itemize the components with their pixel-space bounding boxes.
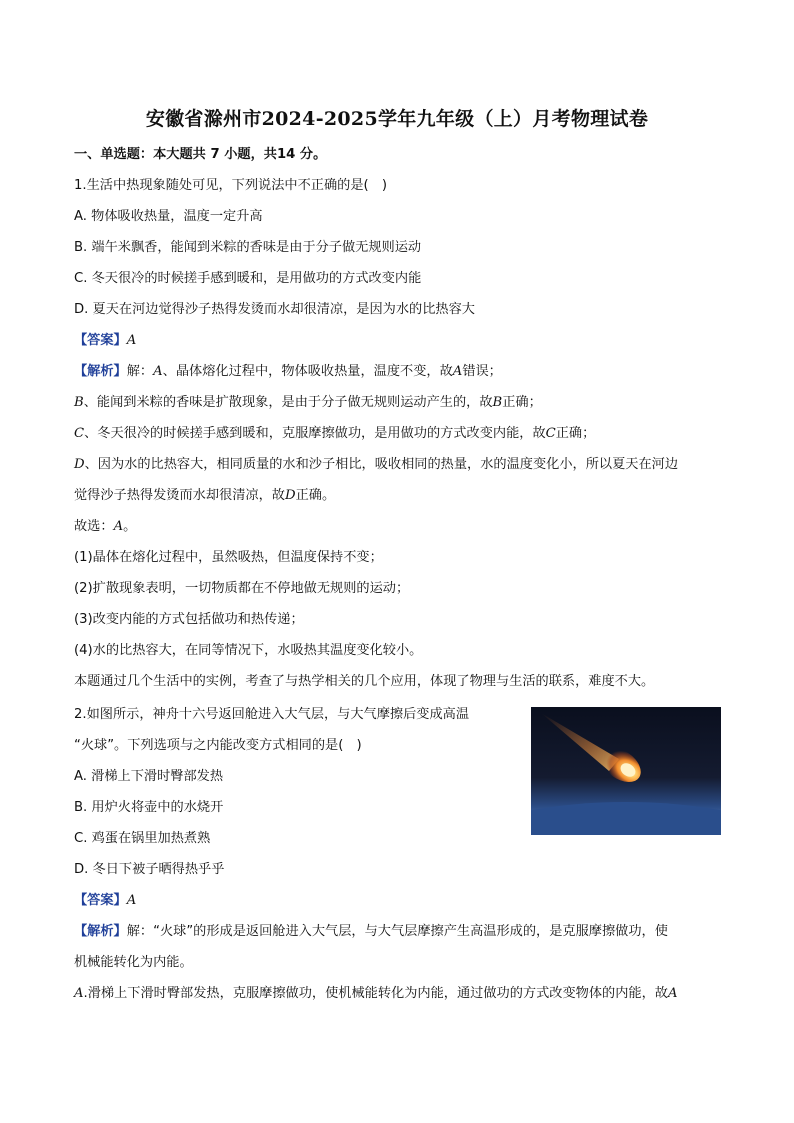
letter: B <box>74 395 84 410</box>
q2-analysis-line1 <box>74 923 668 941</box>
q1-answer <box>74 332 136 350</box>
analysis-intro: 解： <box>126 364 154 379</box>
letter: C <box>545 426 556 441</box>
q2-analysis-line3 <box>74 985 678 1003</box>
q2-option-d: D. 冬日下被子晒得热乎乎 <box>74 862 225 877</box>
letter: D <box>74 457 85 472</box>
q1-point-2: (2)扩散现象表明，一切物质都在不停地做无规则的运动； <box>74 581 410 596</box>
analysis-text: 、冬天很冷的时候搓手感到暖和，克服摩擦做功，是用做功的方式改变内能，故 <box>84 426 546 441</box>
page-title: 安徽省滁州市2024-2025学年九年级（上）月考物理试卷 <box>145 108 649 130</box>
analysis-text: 解：“火球”的形成是返回舱进入大气层，与大气层摩擦产生高温形成的，是克服摩擦做功，使 <box>126 924 668 939</box>
analysis-end: 正确； <box>555 426 596 441</box>
analysis-tag: 【解析】 <box>74 364 127 379</box>
q2-analysis-line2: 机械能转化为内能。 <box>74 955 193 970</box>
q1-choice <box>74 518 136 536</box>
analysis-text: 觉得沙子热得发烫而水却很清凉，故 <box>74 488 285 503</box>
analysis-end: 正确。 <box>295 488 336 503</box>
letter: A <box>667 986 678 1001</box>
fireball-image <box>531 707 721 835</box>
q2-stem-line1: 2.如图所示，神舟十六号返回舱进入大气层，与大气摩擦后变成高温 <box>74 707 470 722</box>
q1-point-3: (3)改变内能的方式包括做功和热传递； <box>74 612 304 627</box>
analysis-text: 、因为水的比热容大，相同质量的水和沙子相比，吸收相同的热量，水的温度变化小，所以夏天在河边 <box>84 457 679 472</box>
analysis-end: 正确； <box>502 395 542 410</box>
q2-option-c: C. 鸡蛋在锅里加热煮熟 <box>74 831 211 846</box>
letter: A <box>153 364 163 379</box>
letter: A <box>452 364 463 379</box>
letter: D <box>285 488 296 503</box>
q1-option-a: A. 物体吸收热量，温度一定升高 <box>74 209 263 224</box>
q1-option-c: C. 冬天很冷的时候搓手感到暖和，是用做功的方式改变内能 <box>74 271 422 286</box>
choice-prefix: 故选： <box>74 519 114 534</box>
letter: A <box>74 986 84 1001</box>
q2-option-b: B. 用炉火将壶中的水烧开 <box>74 800 224 815</box>
answer-letter: A <box>126 333 137 348</box>
letter: B <box>492 395 503 410</box>
q2-stem-line2: “火球”。下列选项与之内能改变方式相同的是( ) <box>74 738 362 753</box>
reentry-capsule-photo <box>531 707 721 835</box>
answer-letter: A <box>126 893 137 908</box>
q1-analysis-b <box>74 394 542 412</box>
section-heading: 一、单选题：本大题共 7 小题，共14 分。 <box>74 147 327 162</box>
q2-option-a: A. 滑梯上下滑时臀部发热 <box>74 769 224 784</box>
q1-analysis-d-cont <box>74 487 335 505</box>
q1-option-d: D. 夏天在河边觉得沙子热得发烫而水却很清凉，是因为水的比热容大 <box>74 302 475 317</box>
q1-summary: 本题通过几个生活中的实例，考查了与热学相关的几个应用，体现了物理与生活的联系，难度不大。 <box>74 674 655 689</box>
q1-stem: 1.生活中热现象随处可见，下列说法中不正确的是( ) <box>74 178 387 193</box>
q1-point-1: (1)晶体在熔化过程中，虽然吸热，但温度保持不变； <box>74 550 383 565</box>
letter: C <box>74 426 85 441</box>
q1-point-4: (4)水的比热容大，在同等情况下，水吸热其温度变化较小。 <box>74 643 423 658</box>
choice-end: 。 <box>123 519 137 534</box>
answer-tag: 【答案】 <box>74 893 127 908</box>
q1-analysis-c <box>74 425 595 443</box>
analysis-tag: 【解析】 <box>74 924 127 939</box>
q1-option-b: B. 端午米飘香，能闻到米粽的香味是由于分子做无规则运动 <box>74 240 422 255</box>
q2-answer <box>74 892 136 910</box>
q1-analysis-d <box>74 456 678 474</box>
analysis-end: 错误； <box>462 364 502 379</box>
analysis-text: 、能闻到米粽的香味是扩散现象，是由于分子做无规则运动产生的，故 <box>83 395 493 410</box>
analysis-text: .滑梯上下滑时臀部发热，克服摩擦做功，使机械能转化为内能，通过做功的方式改变物体的内能，故 <box>83 986 668 1001</box>
analysis-text: 、晶体熔化过程中，物体吸收热量，温度不变，故 <box>162 364 453 379</box>
letter: A <box>113 519 124 534</box>
q1-analysis-a <box>74 363 502 381</box>
answer-tag: 【答案】 <box>74 333 127 348</box>
